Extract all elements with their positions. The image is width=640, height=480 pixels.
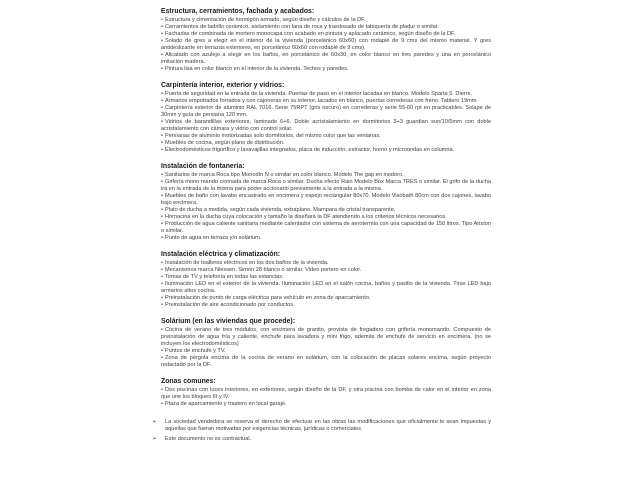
bullet-icon: •	[161, 17, 163, 23]
bullet-item	[161, 235, 491, 242]
section-heading: Solárium (en las viviendas que procede):	[161, 318, 296, 325]
bullet-icon: •	[161, 302, 163, 308]
bullet-item	[161, 355, 491, 369]
bullet-text: Plaza de aparcamiento y trastero en local garaje.	[164, 401, 287, 407]
bullet-text: Preinstalación de aire acondicionado por conductos.	[164, 302, 295, 308]
bullet-icon: •	[161, 31, 163, 37]
bullet-item	[161, 295, 491, 302]
bullet-text: Armarios empotrados forrados y con cajoneras en su interior, lacados en blanco, puertas correderas con freno. Tablero 19mm.	[164, 98, 478, 104]
bullet-item	[161, 267, 491, 274]
section	[161, 162, 491, 242]
bullet-item	[161, 179, 491, 193]
bullet-icon: •	[161, 221, 163, 227]
bullet-text: Pintura lisa en color blanco en el interior de la vivienda. Techos y paredes.	[164, 66, 349, 72]
bullet-icon: •	[161, 355, 163, 361]
section	[161, 250, 491, 309]
bullet-item	[161, 327, 491, 348]
bullet-text: Punto de agua en terraza y/o solárium.	[164, 235, 262, 241]
bullet-icon: •	[161, 260, 163, 266]
bullet-text: Carpintería exterior de aluminio RAL 7016. Serie 75RPT (gris oscuro) en correderas y serie 55-60 rpt en practicables. Solape de 30mm y guía de persiana 120 mm.	[161, 105, 491, 118]
bullet-icon: •	[161, 105, 163, 111]
bullet-icon: •	[161, 274, 163, 280]
bullet-icon: •	[161, 207, 163, 213]
bullet-icon: •	[161, 327, 163, 333]
bullet-item	[161, 140, 491, 147]
bullet-text: Plato de ducha a medida, según cada vivienda, extraplano. Mampara de cristal transparente.	[164, 207, 396, 213]
bullet-text: Hornacina en la ducha cuya colocación y tamaño la diseñará la DF atendiendo a los criterios técnicos necesarios.	[164, 214, 447, 220]
bullet-icon: •	[161, 133, 163, 139]
section-heading: Estructura, cerramientos, fachada y acabados:	[161, 8, 315, 15]
bullet-text: Zona de pérgola encima de la cocina de verano en solárium, con la colocación de placas solares encima, según proyecto redactado por la DF.	[161, 355, 491, 368]
bullet-item	[161, 133, 491, 140]
bullet-icon: •	[161, 119, 163, 125]
bullet-item	[161, 221, 491, 235]
bullet-text: Dos piscinas con luces interiores, en exteriores, según diseño de la DF, y otra piscina con bomba de calor en el interior en zona que une los bloques III y IV.	[161, 387, 491, 400]
bullet-icon: •	[161, 348, 163, 354]
bullet-item	[161, 66, 491, 73]
bullet-icon: •	[161, 24, 163, 30]
section-heading: Instalación de fontanería:	[161, 163, 245, 170]
section	[161, 377, 491, 408]
bullet-icon: •	[161, 91, 163, 97]
bullet-item	[161, 52, 491, 66]
bullet-item	[161, 98, 491, 105]
bullet-text: Estructura y cimentación de hormigón armado, según diseño y cálculos de la DF.	[164, 17, 366, 23]
bullet-text: Producción de agua caliente sanitaria mediante calentador con sistema de aerotermia con una capacidad de 150 litros. Tipo Ariston o similar.	[161, 221, 491, 234]
bullet-icon: •	[161, 235, 163, 241]
bullet-icon: •	[161, 387, 163, 393]
bullet-item	[161, 105, 491, 119]
bullet-text: Grifería mono mando cromada de marca Roca o similar. Ducha efecto Rain Modelo Box Marca TRES o similar. El grifo de la ducha irá en la entrada de la misma para poder accionarlo previamente a la entrada a la misma.	[161, 179, 491, 192]
bullet-text: Cerramientos de ladrillo cerámico, aislamiento con lana de roca y trasdosado de tabiquería de pladur o similar.	[164, 24, 439, 30]
bullet-icon: •	[161, 172, 163, 178]
bullet-text: Muebles de cocina, según plano de distribución.	[164, 140, 285, 146]
bullet-item	[161, 172, 491, 179]
bullet-text: Sanitarios de marca Roca tipo Monodín N o similar en color blanco. Modelo The gap en inodoro.	[164, 172, 404, 178]
bullet-item	[161, 387, 491, 401]
bullet-item	[161, 119, 491, 133]
section	[161, 7, 491, 73]
arrow-bullet-icon: ➢	[152, 419, 157, 425]
bullet-item	[161, 260, 491, 267]
footnote-text: La sociedad vendedora se reserva el derecho de efectuar en las obras las modificaciones que oficialmente le sean impuestas y aquellas que fueran motivadas por exigencias técnicas, jurídicas o comerciales.	[165, 419, 491, 432]
document-content	[152, 7, 491, 446]
bullet-text: Instalación de toalleros eléctricos en los dos baños de la vivienda.	[164, 260, 329, 266]
bullet-item	[161, 193, 491, 207]
bullet-text: Muebles de baño con lavabo encastrado en encimera y espejo rectángular 80x70. Modelo Visobath 80cm con dos cajones, lavabo bajo encimera.	[161, 193, 491, 206]
bullet-text: Vidrios de barandillas exteriores, laminado 6+6. Doble acristalamiento en dormitorios 3+3 guardian sun/10/5mm con doble acristalamiento con cámara y vidrio con control solar.	[161, 119, 491, 132]
bullet-text: Iluminación LED en el exterior de la vivienda. Iluminación LED en el salón cocina, baños y pasillo de la vivienda. Tiras LED bajo armarios altos cocina.	[161, 281, 491, 294]
section-heading: Zonas comunes:	[161, 378, 216, 385]
bullet-text: Tomas de TV y telefonía en todas las estancias.	[164, 274, 284, 280]
bullet-item	[161, 147, 491, 154]
section-heading: Instalación eléctrica y climatización:	[161, 251, 281, 258]
footnotes-block	[152, 419, 491, 443]
bullet-item	[161, 274, 491, 281]
bullet-icon: •	[161, 66, 163, 72]
bullet-item	[161, 17, 491, 24]
bullet-text: Electrodomésticos frigorífico y lavavajillas integrados, placa de inducción, extractor, horno y microondas en columna.	[164, 147, 455, 153]
bullet-icon: •	[161, 281, 163, 287]
section	[161, 81, 491, 154]
footnote-text: Este documento no es contractual.	[165, 436, 252, 442]
bullet-text: Cocina de verano de tres módulos, con encimera de granito, provista de fregadero con grifería monomando. Compuesto de preinstalación de agua fría y caliente, enchufe para lavadora y mini frigo, además de enchufe de servicio en encimera. (no se incluyen los electrodomésticos)	[161, 327, 491, 347]
bullet-text: Puerta de seguridad en la entrada de la vivienda. Puertas de paso en el interior lacadas en blanco. Modelo Sparta 5. Dierre.	[164, 91, 473, 97]
bullet-item	[161, 24, 491, 31]
bullet-icon: •	[161, 214, 163, 220]
bullet-text: Mecanismos marca Niessen, Simón 28 blanco o similar. Video portero en color.	[164, 267, 362, 273]
bullet-item	[161, 401, 491, 408]
bullet-icon: •	[161, 140, 163, 146]
bullet-icon: •	[161, 295, 163, 301]
bullet-item	[161, 91, 491, 98]
bullet-item	[161, 302, 491, 309]
bullet-item	[161, 38, 491, 52]
footnote-item	[152, 419, 491, 433]
bullet-item	[161, 348, 491, 355]
bullet-text: Alicatado con azulejo a elegir en los baños, en porcelánico de 60x30, en color blanco en tres paredes y una en porcelánico imitación madera.	[161, 52, 491, 65]
bullet-text: Puntos de enchufe y TV.	[164, 348, 226, 354]
bullet-item	[161, 207, 491, 214]
bullet-item	[161, 31, 491, 38]
bullet-text: Fachadas de combinada de mortero monocapa con acabado en pintura y aplacado cerámico, según diseño de la DF.	[164, 31, 456, 37]
bullet-item	[161, 214, 491, 221]
bullet-text: Preinstalación de punto de carga eléctrica para vehículo en zona de aparcamiento.	[164, 295, 371, 301]
section-heading: Carpintería interior, exterior y vidrios:	[161, 82, 285, 89]
bullet-item	[161, 281, 491, 295]
bullet-text: Persianas de aluminio motorizadas solo dormitorios, del mismo color que las ventanas.	[164, 133, 381, 139]
bullet-icon: •	[161, 147, 163, 153]
bullet-icon: •	[161, 52, 163, 58]
bullet-text: Solado de gres a elegir en el interior de la vivienda (porcelánico 60x60) con rodapié de 9 cms del mismo material. Y gres antideslizante en terrazas exteriores, en porcelánico 60x60 con rodapié de 9 cms).	[161, 38, 491, 51]
arrow-bullet-icon: ➢	[152, 436, 157, 442]
bullet-icon: •	[161, 98, 163, 104]
bullet-icon: •	[161, 38, 163, 44]
footnote-item	[152, 436, 491, 443]
bullet-icon: •	[161, 267, 163, 273]
bullet-icon: •	[161, 179, 163, 185]
bullet-icon: •	[161, 193, 163, 199]
bullet-icon: •	[161, 401, 163, 407]
section	[161, 317, 491, 369]
